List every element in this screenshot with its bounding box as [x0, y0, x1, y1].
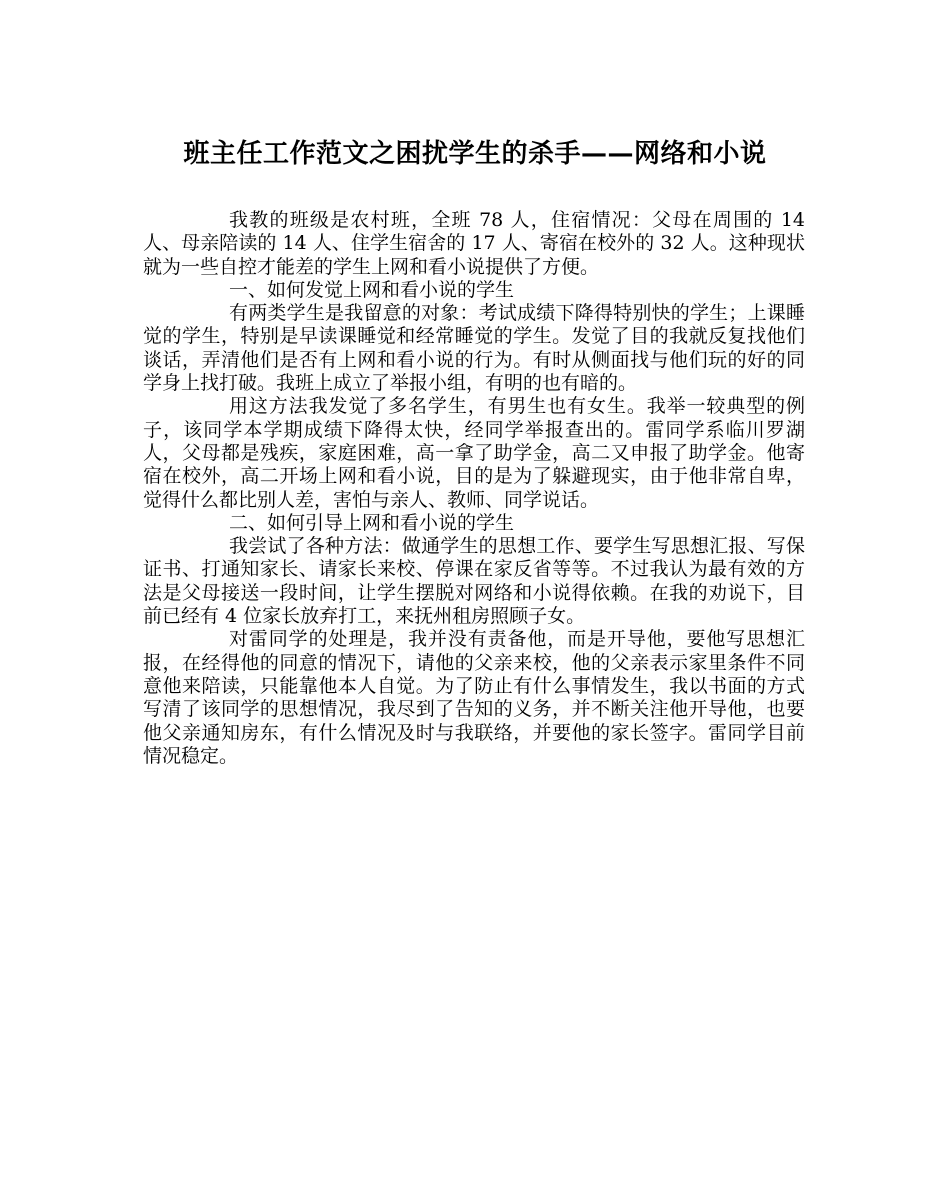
section-heading-2: 二、如何引导上网和看小说的学生: [229, 511, 515, 534]
paragraph-example: 用这方法我发觉了多名学生，有男生也有女生。我举一较典型的例子，该同学本学期成绩下降得太快，经同学举报查出的。雷同学系临川罗湖人，父母都是残疾，家庭困难，高一拿了助学金，高二又申报了助学金。他寄宿在校外，高二开场上网和看小说，目的是为了躲避现实，由于他非常自卑，觉得什么都比别人差，害怕与亲人、教师、同学说话。: [143, 395, 805, 511]
paragraph-handling: 对雷同学的处理是，我并没有责备他，而是开导他，要他写思想汇报，在经得他的同意的情况下，请他的父亲来校，他的父亲表示家里条件不同意他来陪读，只能靠他本人自觉。为了防止有什么事情发生，我以书面的方式写清了该同学的思想情况，我尽到了告知的义务，并不断关注他开导他，也要他父亲通知房东，有什么情况及时与我联络，并要他的家长签字。雷同学目前情况稳定。: [143, 628, 805, 767]
document-body: [143, 209, 805, 768]
paragraph-section-1: 有两类学生是我留意的对象：考试成绩下降得特别快的学生；上课睡觉的学生，特别是早读课睡觉和经常睡觉的学生。发觉了目的我就反复找他们谈话，弄清他们是否有上网和看小说的行为。有时从侧面找与他们玩的好的同学身上找打破。我班上成立了举报小组，有明的也有暗的。: [143, 302, 805, 395]
paragraph-intro: 我教的班级是农村班，全班 78 人，住宿情况：父母在周围的 14 人、母亲陪读的 14 人、住学生宿舍的 17 人、寄宿在校外的 32 人。这种现状就为一些自控才能差的学生上网和看小说提供了方便。: [143, 209, 805, 278]
section-heading-1: 一、如何发觉上网和看小说的学生: [229, 278, 515, 301]
paragraph-methods: 我尝试了各种方法：做通学生的思想工作、要学生写思想汇报、写保证书、打通知家长、请家长来校、停课在家反省等等。不过我认为最有效的方法是父母接送一段时间，让学生摆脱对网络和小说得依赖。在我的劝说下，目前已经有 4 位家长放弃打工，来抚州租房照顾子女。: [143, 535, 805, 628]
document-title: 班主任工作范文之困扰学生的杀手——网络和小说: [183, 139, 767, 169]
